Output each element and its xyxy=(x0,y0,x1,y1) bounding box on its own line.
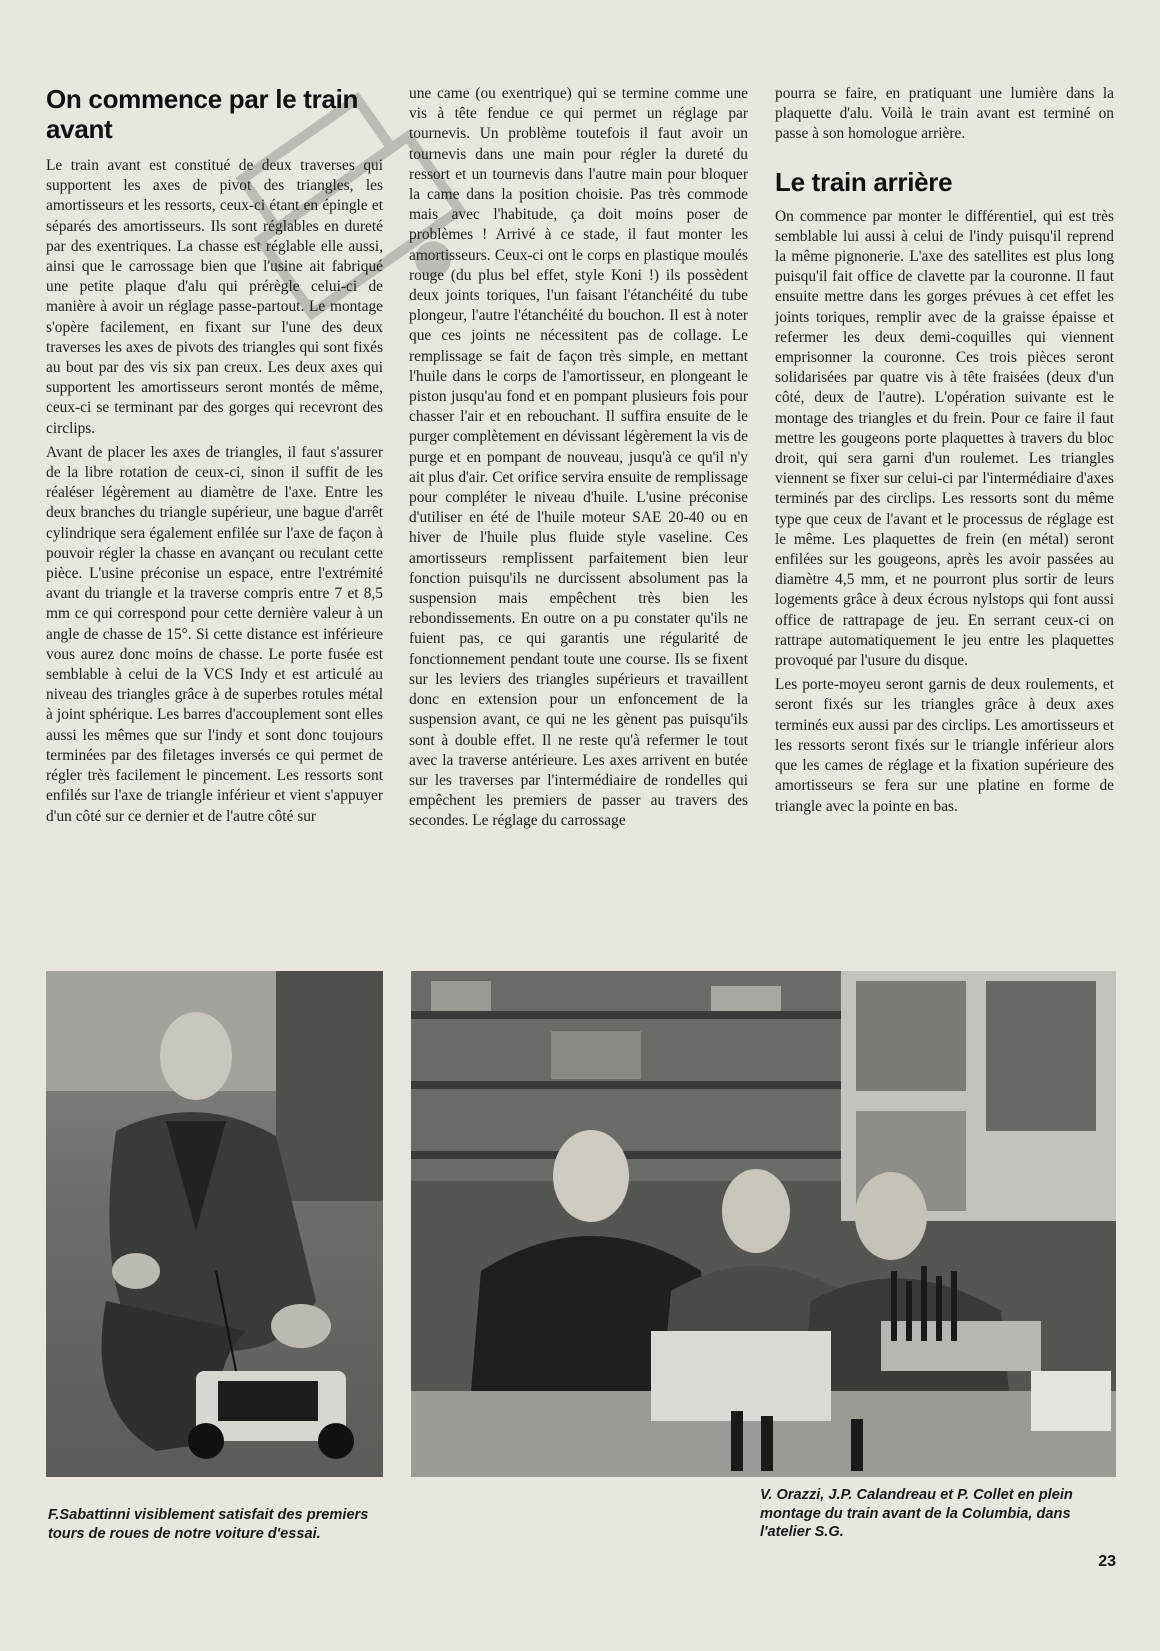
column-1 xyxy=(46,84,383,827)
paragraph: pourra se faire, en pratiquant une lumière dans la plaquette d'alu. Voilà le train avant est terminé on passe à son homologue arrière. xyxy=(775,85,1114,143)
paragraph: On commence par monter le différentiel, qui est très semblable lui aussi à celui de l'indy puisqu'il reprend la même pignonerie. L'axe des satellites est plus long puisqu'il fait office de clavette par la couronne. Il faut ensuite mettre dans les gorges prévues à cet effet les joints toriques, remplir avec de la graisse épaisse et refermer les deux demi-coquilles qui viennent emprisonner la couronne. Ces trois pièces seront solidarisées par quatre vis à tête fraisées (deux d'un côté, deux de l'autre). L'opération suivante est le montage des triangles et du frein. Pour ce faire il faut mettre les gougeons porte plaquettes à travers du bloc droit, qui sera garni d'un roulemet. Les triangles viennent se fixer sur celui-ci par l'intermédiaire d'axes terminés par des circlips. Les ressorts sont du même type que ceux de l'avant et le processus de réglage est le même. Les plaquettes de frein (en métal) seront enfilées sur les gougeons, après les avoir passées au diamètre 4,5 mm, et ne pourront plus sortir de leurs logements grâce à deux écrous nylstops qui font aussi office de rattrapage de jeu. En serrant ceux-ci on rattrape automatiquement le jeu entre les plaquettes provoqué par l'usure du disque. xyxy=(775,207,1114,670)
column-3 xyxy=(775,84,1114,817)
paragraph: Le train avant est constitué de deux traverses qui supportent les axes de pivot des triangles, les amortisseurs et les ressorts, ceux-ci étant en épingle et séparés des amortisseurs. Ils sont réglables en dureté par des exentriques. La chasse est réglable elle aussi, ainsi que le carrossage bien que l'usine ait fabriqué une petite plaque d'alu qui prérègle celui-ci de manière à avoir un réglage passe-partout. Le montage s'opère facilement, en fixant sur l'une des deux traverses les axes de pivots des triangles qui sont fixés au bout par des vis six pan creux. Les deux axes qui supportent les amortisseurs seront montés de même, ceux-ci se terminant par des gorges qui recevront des circlips. xyxy=(46,157,383,437)
page-number: 23 xyxy=(1098,1553,1116,1570)
photo-workshop-assembly xyxy=(411,971,1116,1477)
section-heading-train-avant: On commence par le train avant xyxy=(46,84,359,144)
paragraph: une came (ou exentrique) qui se termine comme une vis à tête fendue ce qui permet un réglage par tournevis. Un problème toutefois il faut avoir un tournevis dans une main pour régler la dureté du ressort et un tournevis dans l'autre main pour bloquer la came dans la position choisie. Pas très commode mais avec l'habitude, ça doit moins poser de problèmes ! Arrivé à ce stade, il faut monter les amortisseurs. Ceux-ci ont le corps en plastique moulés rouge (du plus bel effet, style Koni !) ils possèdent deux joints toriques, l'un faisant l'étanchéité du tube plongeur, l'autre l'étanchéité du bouchon. Il est à noter que ces joints ne nécessitent pas de collage. Le remplissage se fait de façon très simple, en mettant l'huile dans le corps de l'amortisseur, en plongeant le piston jusqu'au fond et en pompant plusieurs fois pour chasser l'air et en rebouchant. Il suffira ensuite de le purger complètement en dévissant légèrement la vis de purge et en pompant de nouveau, jusqu'à ce qu'il n'y ait plus d'air. Cet orifice servira ensuite de remplissage pour compléter le niveau d'huile. L'usine préconise d'utiliser en été de l'huile moteur SAE 20-40 ou en hiver de l'huile plus fluide style vaseline. Ces amortisseurs remplissent parfaitement bien leur fonction puisqu'ils ne durcissent absolument pas la suspension mais empêchent très bien les rebondissements. En outre on a pu constater qu'ils ne fuient pas, ce qui garantis une régularité de fonctionnement pendant toute une course. Ils se fixent sur les leviers des triangles supérieurs et travaillent donc en extension pour un enfoncement de la suspension avant, ce qui ne les gènent pas puisqu'ils sont à double effet. Il ne reste qu'à refermer le tout avec la traverse antérieure. Les axes arrivent en butée sur les traverses par l'intermédiaire de rondelles qui empêchent les premiers de passer au travers des secondes. Le réglage du carrossage xyxy=(409,85,748,830)
column-2 xyxy=(409,84,748,832)
photo-sabattinni-rc-car xyxy=(46,971,383,1477)
paragraph: Les porte-moyeu seront garnis de deux roulements, et seront fixés sur les triangles grâce à deux axes terminés eux aussi par des circlips. Les amortisseurs et les ressorts seront fixés sur le triangle inférieur alors que les cames de réglage et la fixation supérieure des amortisseurs se fera sur une platine en forme de triangle avec la pointe en bas. xyxy=(775,676,1114,815)
photo-caption: V. Orazzi, J.P. Calandreau et P. Collet en plein montage du train avant de la Columbia, dans l'atelier S.G. xyxy=(760,1487,1073,1540)
section-heading-train-arriere: Le train arrière xyxy=(775,166,953,197)
photo-caption: F.Sabattinni visiblement satisfait des premiers tours de roues de notre voiture d'essai. xyxy=(48,1507,369,1542)
paragraph: Avant de placer les axes de triangles, il faut s'assurer de la libre rotation de ceux-ci, sinon il suffit de les réaléser légèrement au diamètre de l'axe. Entre les deux branches du triangle supérieur, une bague d'arrêt cylindrique sera également enfilée sur l'axe de façon à pouvoir régler la chasse en avançant ou reculant cette pièce. L'usine préconise un espace, entre l'extrémité avant du triangle et la traverse compris entre 7 et 8,5 mm ce qui correspond pour cette dernière valeur à un angle de chasse de 15°. Si cette distance est inférieure vous aurez donc moins de chasse. Le porte fusée est semblable à celui de la VCS Indy et est articulé au niveau des triangles grâce à de superbes rotules métal à joint sphérique. Les barres d'accouplement sont elles aussi les mêmes que sur l'indy et sont donc toujours terminées par des filetages inversés ce qui permet de régler très facilement le pincement. Les ressorts sont enfilés sur l'axe de triangle inférieur et vient s'appuyer d'un côté sur ce dernier et de l'autre côté sur xyxy=(46,443,383,825)
